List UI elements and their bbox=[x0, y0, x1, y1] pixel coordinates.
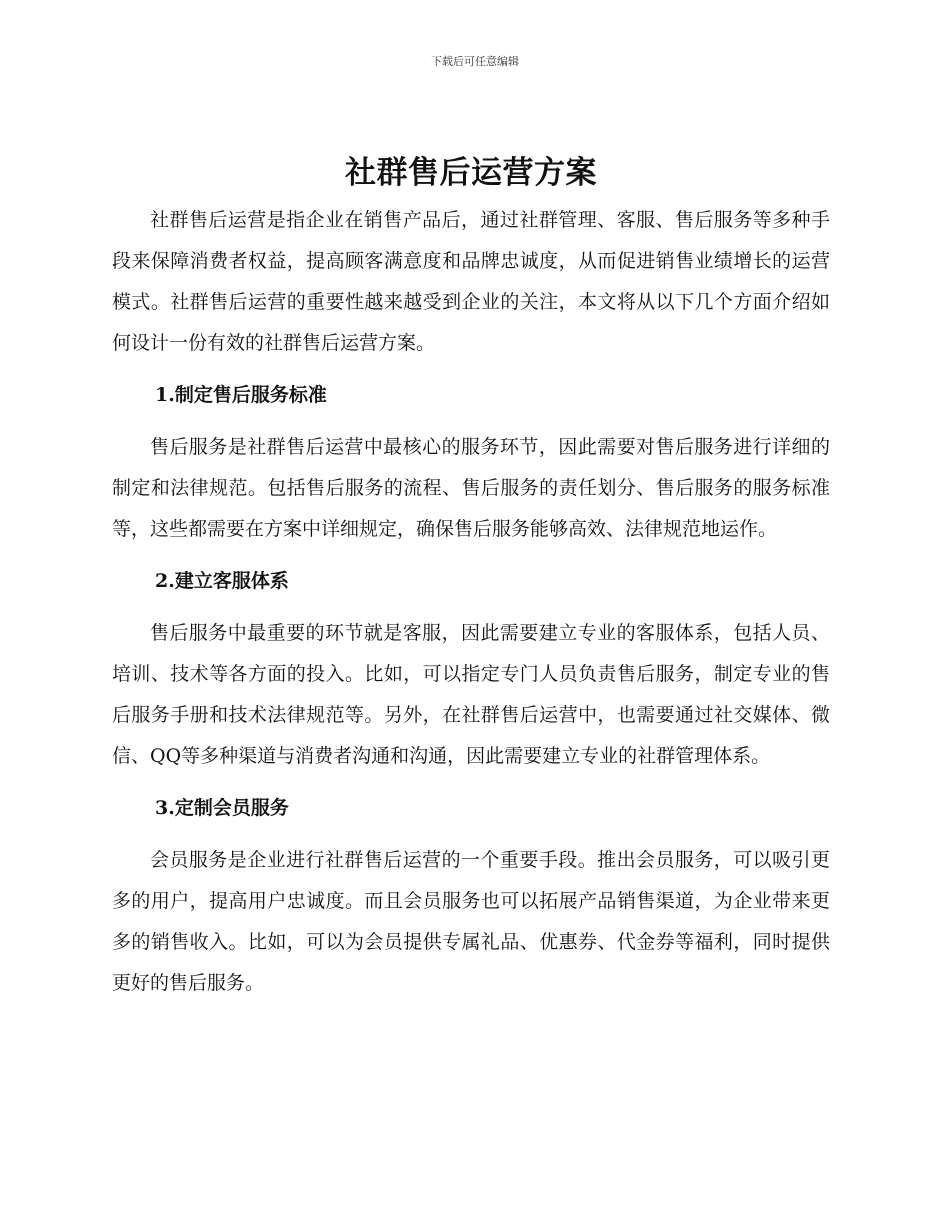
section-body-3: 会员服务是企业进行社群售后运营的一个重要手段。推出会员服务，可以吸引更多的用户，提高用户忠诚度。而且会员服务也可以拓展产品销售渠道，为企业带来更多的销售收入。比如，可以为会员提供专属礼品、优惠券、代金券等福利，同时提供更好的售后服务。 bbox=[112, 849, 830, 994]
document-body bbox=[112, 146, 830, 1004]
section-body-1: 售后服务是社群售后运营中最核心的服务环节，因此需要对售后服务进行详细的制定和法律规范。包括售后服务的流程、售后服务的责任划分、售后服务的服务标准等，这些都需要在方案中详细规定，确保售后服务能够高效、法律规范地运作。 bbox=[112, 436, 830, 540]
section-heading-2: 2.建立客服体系 bbox=[155, 570, 289, 592]
intro-paragraph: 社群售后运营是指企业在销售产品后，通过社群管理、客服、售后服务等多种手段来保障消费者权益，提高顾客满意度和品牌忠诚度，从而促进销售业绩增长的运营模式。社群售后运营的重要性越来越受到企业的关注，本文将从以下几个方面介绍如何设计一份有效的社群售后运营方案。 bbox=[112, 209, 830, 354]
document-title: 社群售后运营方案 bbox=[345, 155, 597, 191]
section-heading-1: 1.制定售后服务标准 bbox=[155, 384, 327, 406]
page-header: 下载后可任意编辑 bbox=[431, 55, 519, 68]
section-body-2: 售后服务中最重要的环节就是客服，因此需要建立专业的客服体系，包括人员、培训、技术等各方面的投入。比如，可以指定专门人员负责售后服务，制定专业的售后服务手册和技术法律规范等。另外，在社群售后运营中，也需要通过社交媒体、微信、QQ等多种渠道与消费者沟通和沟通，因此需要建立专业的社群管理体系。 bbox=[112, 622, 830, 767]
section-heading-3: 3.定制会员服务 bbox=[155, 797, 289, 819]
